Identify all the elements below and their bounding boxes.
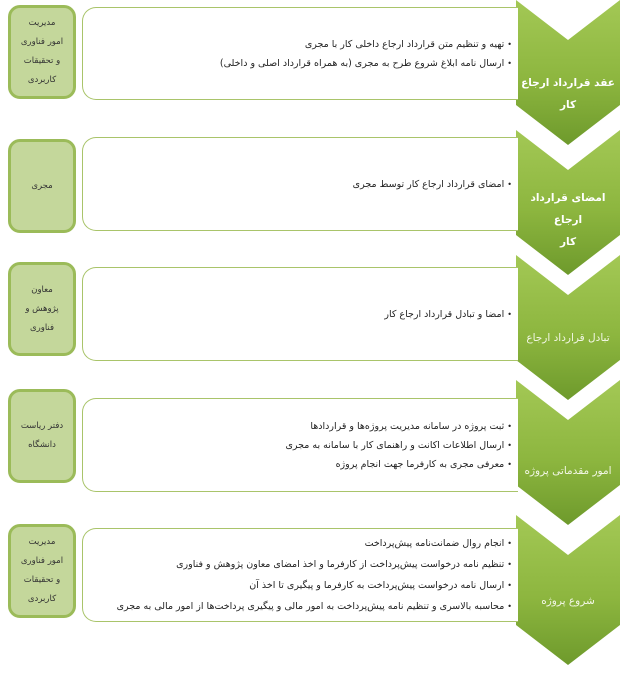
task-item xyxy=(83,417,512,436)
task-list xyxy=(83,417,512,474)
responsible-party-line: دانشگاه xyxy=(28,440,56,450)
chevron-down-icon xyxy=(516,380,620,525)
step-title xyxy=(516,460,620,482)
bullet-icon: • xyxy=(507,58,512,68)
step-chevron xyxy=(516,515,620,665)
task-item xyxy=(83,436,512,455)
step-title-line: امضای قرارداد ارجاع xyxy=(530,192,606,226)
step-tasks-box xyxy=(82,267,518,361)
task-item xyxy=(83,175,512,194)
bullet-icon: • xyxy=(507,560,512,569)
task-item xyxy=(83,54,512,73)
responsible-party-line: پژوهش و xyxy=(25,303,59,314)
bullet-icon: • xyxy=(507,581,512,590)
responsible-party-box xyxy=(8,5,76,99)
task-item xyxy=(83,35,512,54)
task-item xyxy=(83,554,512,575)
responsible-party-line: فناوری xyxy=(29,322,55,333)
task-text: امضا و تبادل قرارداد ارجاع کار xyxy=(384,308,505,320)
bullet-icon: • xyxy=(507,179,512,189)
step-chevron xyxy=(516,380,620,525)
bullet-icon: • xyxy=(507,440,512,450)
responsible-party-line: امور فناوری xyxy=(20,556,64,566)
bullet-icon: • xyxy=(507,539,512,548)
responsible-party-line: و تحقیقات xyxy=(23,56,61,66)
bullet-icon: • xyxy=(507,421,512,431)
task-text: تهیه و تنظیم متن قرارداد ارجاع داخلی کار با مجری xyxy=(304,38,505,50)
step-title-line: امور مقدماتی پروژه xyxy=(524,465,612,477)
responsible-party-line: دفتر ریاست xyxy=(20,421,64,431)
responsible-party-line: مجری xyxy=(31,180,53,191)
responsible-party-box xyxy=(8,389,76,483)
bullet-icon: • xyxy=(507,602,512,611)
responsible-party-line: کاربردی xyxy=(27,594,57,604)
task-text: ارسال نامه ابلاغ شروع طرح به مجری (به همراه قرارداد اصلی و داخلی) xyxy=(219,57,505,69)
task-item xyxy=(83,533,512,554)
bullet-icon: • xyxy=(507,309,512,319)
bullet-icon: • xyxy=(507,39,512,49)
step-tasks-box xyxy=(82,7,518,100)
step-title-line: کار xyxy=(559,236,577,248)
step-tasks-box xyxy=(82,137,518,231)
task-item xyxy=(83,596,512,617)
step-chevron xyxy=(516,0,620,145)
bullet-icon: • xyxy=(507,459,512,469)
step-title-line: شروع پروژه xyxy=(541,595,595,607)
step-title-line: کار xyxy=(559,99,577,111)
step-title xyxy=(516,72,620,116)
responsible-party-line: مدیریت xyxy=(28,18,56,28)
task-text: امضای قرارداد ارجاع کار توسط مجری xyxy=(352,178,505,190)
step-title xyxy=(516,590,620,612)
task-text: ارسال نامه درخواست پیش‌پرداخت به کارفرما و پیگیری تا اخذ آن xyxy=(249,580,505,591)
step-title xyxy=(516,327,620,349)
responsible-party-line: و تحقیقات xyxy=(23,575,61,585)
step-chevron xyxy=(516,130,620,275)
responsible-party-line: امور فناوری xyxy=(20,37,64,47)
step-title-line: تبادل قرارداد ارجاع xyxy=(526,332,610,344)
task-list xyxy=(83,533,512,617)
step-title-line: عقد قرارداد ارجاع xyxy=(521,77,615,89)
responsible-party-line: معاون xyxy=(31,284,53,295)
step-tasks-box xyxy=(82,528,518,622)
task-list xyxy=(83,175,512,194)
responsible-party-box xyxy=(8,524,76,618)
responsible-party-line: مدیریت xyxy=(28,537,56,547)
responsible-party-box xyxy=(8,139,76,233)
task-item xyxy=(83,455,512,474)
step-chevron xyxy=(516,255,620,400)
task-text: تنظیم نامه درخواست پیش‌پرداخت از کارفرما و اخذ امضای معاون پژوهش و فناوری xyxy=(176,559,505,570)
task-text: ثبت پروژه در سامانه مدیریت پروژه‌ها و قراردادها xyxy=(310,420,505,432)
task-item xyxy=(83,305,512,324)
task-list xyxy=(83,305,512,324)
task-text: ارسال اطلاعات اکانت و راهنمای کار با سامانه به مجری xyxy=(285,439,505,451)
responsible-party-line: کاربردی xyxy=(27,75,57,85)
responsible-party-box xyxy=(8,262,76,356)
task-item xyxy=(83,575,512,596)
task-text: انجام روال ضمانت‌نامه پیش‌پرداخت xyxy=(364,538,505,549)
step-tasks-box xyxy=(82,398,518,492)
task-list xyxy=(83,35,512,73)
task-text: معرفی مجری به کارفرما جهت انجام پروژه xyxy=(335,458,505,470)
step-title xyxy=(516,187,620,253)
task-text: محاسبه بالاسری و تنظیم نامه پیش‌پرداخت به امور مالی و پیگیری پرداخت‌ها از امور مالی به مجری xyxy=(116,601,505,612)
